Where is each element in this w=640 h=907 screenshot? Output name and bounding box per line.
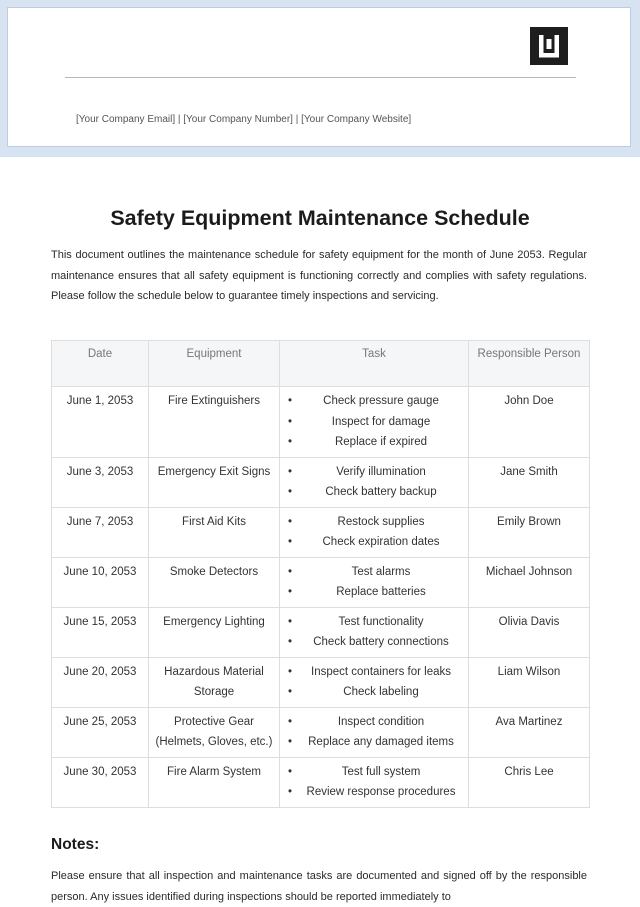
cell-equipment: First Aid Kits xyxy=(149,507,280,557)
header-date: Date xyxy=(52,341,149,387)
header-responsible-person: Responsible Person xyxy=(469,341,590,387)
task-item: • Test functionality xyxy=(283,612,465,633)
task-item: • Inspect containers for leaks xyxy=(283,662,465,683)
cell-equipment: Hazardous Material Storage xyxy=(149,657,280,707)
cell-tasks xyxy=(280,707,469,757)
cell-tasks xyxy=(280,557,469,607)
cell-tasks xyxy=(280,657,469,707)
task-item: • Replace batteries xyxy=(283,582,465,603)
task-item: • Test full system xyxy=(283,762,465,783)
cell-date: June 20, 2053 xyxy=(52,657,149,707)
cell-date: June 1, 2053 xyxy=(52,387,149,458)
cell-equipment: Emergency Exit Signs xyxy=(149,457,280,507)
task-item: • Check battery backup xyxy=(283,482,465,503)
cell-date: June 7, 2053 xyxy=(52,507,149,557)
notes-paragraph: Please ensure that all inspection and maintenance tasks are documented and signed off by the responsible person. Any issues identified during inspections should be reported immediately to xyxy=(51,870,587,903)
cell-person: Olivia Davis xyxy=(469,607,590,657)
notes-heading: Notes: xyxy=(51,836,100,853)
cell-person: John Doe xyxy=(469,387,590,458)
page-title: Safety Equipment Maintenance Schedule xyxy=(110,206,530,230)
cell-date: June 15, 2053 xyxy=(52,607,149,657)
header-divider xyxy=(65,77,576,78)
task-item: • Review response procedures xyxy=(283,782,465,803)
table-row xyxy=(52,557,590,607)
task-item: • Check battery connections xyxy=(283,632,465,653)
task-item: • Restock supplies xyxy=(283,512,465,533)
cell-person: Jane Smith xyxy=(469,457,590,507)
table-row xyxy=(52,507,590,557)
task-item: • Replace any damaged items xyxy=(283,732,465,753)
table-row xyxy=(52,657,590,707)
task-item: • Replace if expired xyxy=(283,432,465,453)
table-row xyxy=(52,707,590,757)
cell-date: June 25, 2053 xyxy=(52,707,149,757)
cell-tasks xyxy=(280,607,469,657)
task-item: • Inspect for damage xyxy=(283,412,465,433)
cell-tasks xyxy=(280,507,469,557)
cell-date: June 30, 2053 xyxy=(52,757,149,807)
table-row xyxy=(52,457,590,507)
table-row xyxy=(52,607,590,657)
cell-equipment: Smoke Detectors xyxy=(149,557,280,607)
task-item: • Check pressure gauge xyxy=(283,391,465,412)
header-band xyxy=(0,0,640,157)
table-row xyxy=(52,387,590,458)
cell-tasks xyxy=(280,757,469,807)
task-item: • Test alarms xyxy=(283,562,465,583)
task-item: • Check labeling xyxy=(283,682,465,703)
intro-paragraph: This document outlines the maintenance schedule for safety equipment for the month of June 2053. Regular maintenance ensures that all safety equipment is functioning correctly and complies with safety regulations. Please follow the schedule below to guarantee timely inspections and servicing. xyxy=(51,249,587,303)
header-equipment: Equipment xyxy=(149,341,280,387)
cell-person: Michael Johnson xyxy=(469,557,590,607)
cell-equipment: Fire Extinguishers xyxy=(149,387,280,458)
header-task: Task xyxy=(280,341,469,387)
cell-equipment: Emergency Lighting xyxy=(149,607,280,657)
task-item: • Check expiration dates xyxy=(283,532,465,553)
cell-person: Ava Martinez xyxy=(469,707,590,757)
maintenance-table xyxy=(51,340,590,808)
task-item: • Verify illumination xyxy=(283,462,465,483)
cell-person: Chris Lee xyxy=(469,757,590,807)
cell-person: Liam Wilson xyxy=(469,657,590,707)
table-header-row xyxy=(52,341,590,387)
table-row xyxy=(52,757,590,807)
cell-equipment: Fire Alarm System xyxy=(149,757,280,807)
company-contact: [Your Company Email] | [Your Company Number] | [Your Company Website] xyxy=(76,114,412,125)
cell-equipment: Protective Gear (Helmets, Gloves, etc.) xyxy=(149,707,280,757)
task-item: • Inspect condition xyxy=(283,712,465,733)
cell-tasks xyxy=(280,387,469,458)
cell-date: June 10, 2053 xyxy=(52,557,149,607)
cell-person: Emily Brown xyxy=(469,507,590,557)
cell-tasks xyxy=(280,457,469,507)
cell-date: June 3, 2053 xyxy=(52,457,149,507)
company-logo-icon xyxy=(530,27,568,65)
